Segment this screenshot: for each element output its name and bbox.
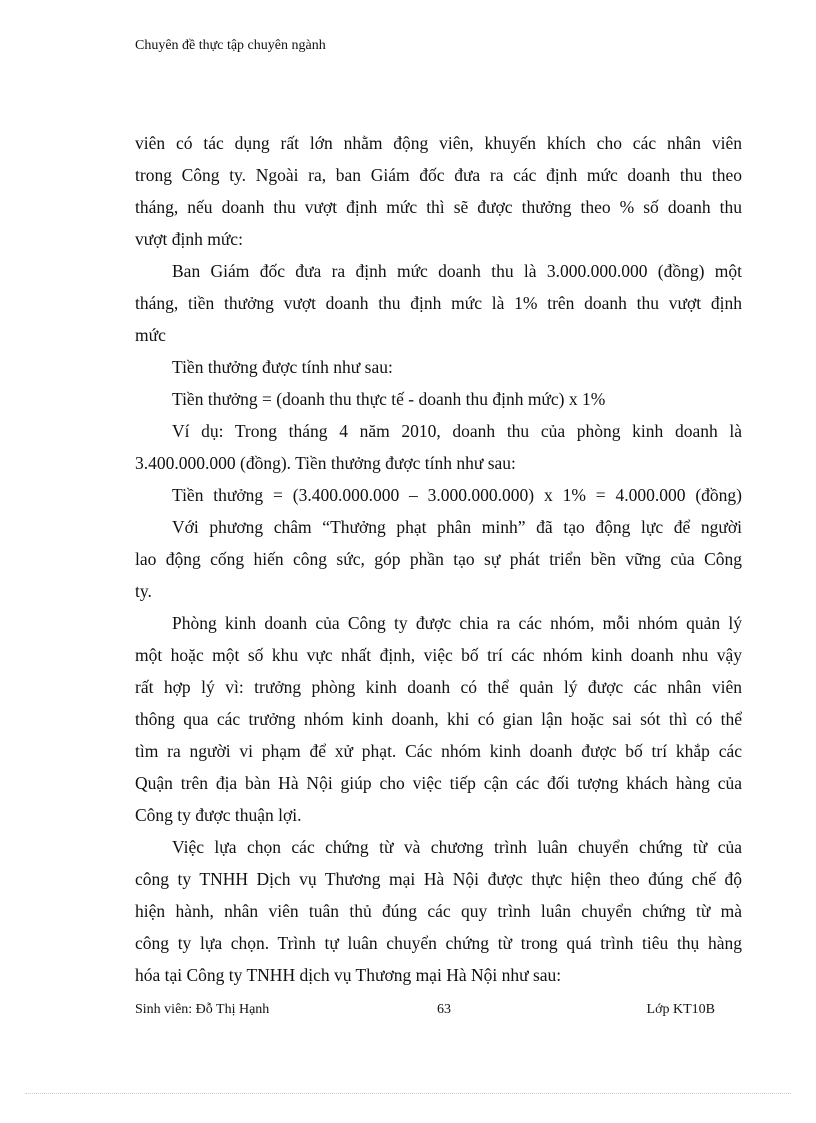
text-line: hóa tại Công ty TNHH dịch vụ Thương mại Hà Nội như sau: (135, 965, 562, 985)
text-line: Ban Giám đốc đưa ra định mức doanh thu là 3.000.000.000 (đồng) một (172, 261, 742, 281)
page-footer (135, 1002, 715, 1022)
page-number: 63 (437, 1002, 451, 1017)
text-line: mức (135, 325, 166, 345)
text-line: công ty lựa chọn. Trình tự luân chuyển chứng từ trong quá trình tiêu thụ hàng (135, 933, 742, 953)
text-line: Với phương châm “Thưởng phạt phân minh” đã tạo động lực để người (172, 517, 742, 537)
text-line: một hoặc một số khu vực nhất định, việc bố trí các nhóm kinh doanh nhu vậy (135, 645, 742, 665)
formula-line: Tiền thưởng = (3.400.000.000 – 3.000.000.000) x 1% = 4.000.000 (đồng) (172, 485, 742, 505)
text-line: viên có tác dụng rất lớn nhằm động viên, khuyến khích cho các nhân viên (135, 133, 742, 153)
text-line: tìm ra người vi phạm để xử phạt. Các nhóm kinh doanh được bố trí khắp các (135, 741, 742, 761)
formula-line: Tiền thưởng = (doanh thu thực tế - doanh thu định mức) x 1% (172, 389, 606, 409)
footer-class: Lớp KT10B (646, 1002, 715, 1017)
footer-student-name: Sinh viên: Đỗ Thị Hạnh (135, 1002, 270, 1017)
text-line: rất hợp lý vì: trưởng phòng kinh doanh có thể quản lý được các nhân viên (135, 677, 742, 697)
text-line: tháng, tiền thưởng vượt doanh thu định mức là 1% trên doanh thu vượt định (135, 293, 742, 313)
page-bottom-divider (25, 1093, 791, 1094)
text-line: công ty TNHH Dịch vụ Thương mại Hà Nội được thực hiện theo đúng chế độ (135, 869, 742, 889)
text-line: Việc lựa chọn các chứng từ và chương trình luân chuyển chứng từ của (172, 837, 742, 857)
text-line: Công ty được thuận lợi. (135, 805, 302, 825)
text-line: thông qua các trưởng nhóm kinh doanh, khi có gian lận hoặc sai sót thì có thể (135, 709, 742, 729)
text-line: lao động cống hiến công sức, góp phần tạo sự phát triển bền vững của Công (135, 549, 742, 569)
document-body (135, 127, 742, 991)
text-line: ty. (135, 581, 152, 601)
text-line: Phòng kinh doanh của Công ty được chia ra các nhóm, mỗi nhóm quản lý (172, 613, 742, 633)
text-line: Ví dụ: Trong tháng 4 năm 2010, doanh thu của phòng kinh doanh là (172, 421, 742, 441)
text-line: 3.400.000.000 (đồng). Tiền thưởng được tính như sau: (135, 453, 516, 473)
text-line: Quận trên địa bàn Hà Nội giúp cho việc tiếp cận các đối tượng khách hàng của (135, 773, 742, 793)
text-line: trong Công ty. Ngoài ra, ban Giám đốc đưa ra các định mức doanh thu theo (135, 165, 742, 185)
running-header: Chuyên đề thực tập chuyên ngành (135, 38, 326, 53)
text-line: tháng, nếu doanh thu vượt định mức thì sẽ được thưởng theo % số doanh thu (135, 197, 742, 217)
text-line: vượt định mức: (135, 229, 243, 249)
text-line: Tiền thưởng được tính như sau: (172, 357, 393, 377)
text-line: hiện hành, nhân viên tuân thủ đúng các quy trình luân chuyển chứng từ mà (135, 901, 742, 921)
